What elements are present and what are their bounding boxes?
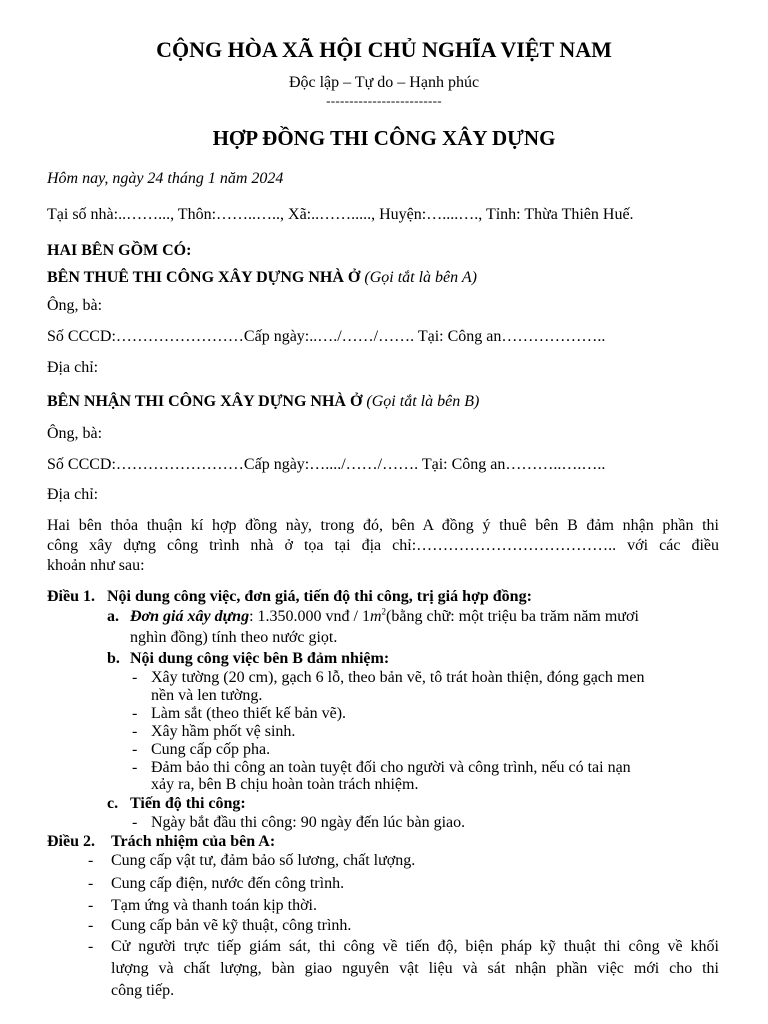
responsibility-item-continuation: công tiếp. [111,982,175,999]
unit-price-line [130,606,639,625]
unit-price-unit: m [369,608,382,625]
party-b-name: Ông, bà: [47,425,103,442]
party-a-id-line: Số CCCD:……………………Cấp ngày:..…./……/……. Tại: Công an……………….. [47,328,606,345]
header-divider: ------------------------- [326,93,442,108]
address-line: Tại số nhà:..……..., Thôn:……..….., Xã:..……....., Huyện:…....…., Tỉnh: Thừa Thiên Huế. [47,206,634,223]
bullet-dash: - [88,938,94,955]
bullet-dash: - [132,723,138,740]
task-item: Xây tường (20 cm), gạch 6 lỗ, theo bản vẽ, tô trát hoàn thiện, đóng gạch men [151,669,645,686]
responsibility-item: Tạm ứng và thanh toán kịp thời. [111,897,317,914]
date-line: Hôm nay, ngày 24 tháng 1 năm 2024 [47,170,284,187]
bullet-dash: - [88,875,94,892]
responsibility-item-continuation: lượng và chất lượng, bàn giao nguyên vật liệu và sát nhận phần việc mới cho thi [111,960,719,977]
party-b-heading [47,394,479,410]
agreement-line-2: công xây dựng công trình nhà ở tọa tại địa chỉ:……………………………….. với các điều [47,537,719,554]
unit-price-label: Đơn giá xây dựng [130,608,250,625]
responsibility-item: Cử người trực tiếp giám sát, thi công về tiến độ, biện pháp kỹ thuật thi công về khối [111,938,719,955]
agreement-line-3: khoản như sau: [47,557,145,574]
agreement-line-1: Hai bên thỏa thuận kí hợp đồng này, trong đó, bên A đồng ý thuê bên B đảm nhận phần thi [47,517,719,534]
task-item: Cung cấp cốp pha. [151,741,271,758]
party-a-alias: (Gọi tắt là bên A) [364,269,477,286]
unit-price-value: : 1.350.000 vnđ / 1 [249,608,370,625]
bullet-dash: - [132,759,138,776]
bullet-dash: - [132,669,138,686]
article-2-number: Điều 2. [47,833,95,850]
item-a-marker: a. [107,608,119,625]
party-b-alias: (Gọi tắt là bên B) [366,393,480,410]
party-a-title: BÊN THUÊ THI CÔNG XÂY DỰNG NHÀ Ở [47,269,361,286]
party-b-address: Địa chỉ: [47,486,99,503]
bullet-dash: - [132,705,138,722]
nation-heading: CỘNG HÒA XÃ HỘI CHỦ NGHĨA VIỆT NAM [156,37,612,62]
task-item: Đảm bảo thi công an toàn tuyệt đối cho người và công trình, nếu có tai nạn [151,759,631,776]
article-1-number: Điều 1. [47,588,95,605]
task-item: Xây hầm phốt vệ sinh. [151,723,296,740]
task-item-continuation: nền và len tường. [151,687,263,704]
party-a-address: Địa chỉ: [47,359,99,376]
article-1-title: Nội dung công việc, đơn giá, tiến độ thi công, trị giá hợp đồng: [107,588,532,605]
bullet-dash: - [132,814,138,831]
parties-heading: HAI BÊN GỒM CÓ: [47,242,192,259]
task-item-continuation: xảy ra, bên B chịu hoàn toàn trách nhiệm. [151,776,419,793]
responsibility-item: Cung cấp vật tư, đảm bảo số lương, chất lượng. [111,852,416,869]
item-b-marker: b. [107,650,120,667]
party-a-name: Ông, bà: [47,297,103,314]
party-a-heading [47,270,477,286]
bullet-dash: - [88,897,94,914]
unit-price-words: (bằng chữ: một triệu ba trăm năm mươi [386,608,639,625]
unit-price-line-2: nghìn đồng) tính theo nước giọt. [130,629,338,646]
party-b-id-line: Số CCCD:……………………Cấp ngày:…..../……/……. Tại: Công an………..….….. [47,456,606,473]
bullet-dash: - [132,741,138,758]
article-2-title: Trách nhiệm của bên A: [111,833,276,850]
task-item: Làm sắt (theo thiết kế bản vẽ). [151,705,347,722]
item-b-label: Nội dung công việc bên B đảm nhiệm: [130,650,390,667]
responsibility-item: Cung cấp bản vẽ kỹ thuật, công trình. [111,917,352,934]
unit-price-exponent: 2 [381,606,387,617]
item-c-marker: c. [107,795,119,812]
responsibility-item: Cung cấp điện, nước đến công trình. [111,875,345,892]
bullet-dash: - [88,917,94,934]
document-title: HỢP ĐỒNG THI CÔNG XÂY DỰNG [212,126,556,150]
national-motto: Độc lập – Tự do – Hạnh phúc [288,74,480,91]
bullet-dash: - [88,852,94,869]
schedule-item: Ngày bắt đầu thi công: 90 ngày đến lúc bàn giao. [151,814,466,831]
item-c-label: Tiến độ thi công: [130,795,246,812]
party-b-title: BÊN NHẬN THI CÔNG XÂY DỰNG NHÀ Ở [47,393,363,410]
